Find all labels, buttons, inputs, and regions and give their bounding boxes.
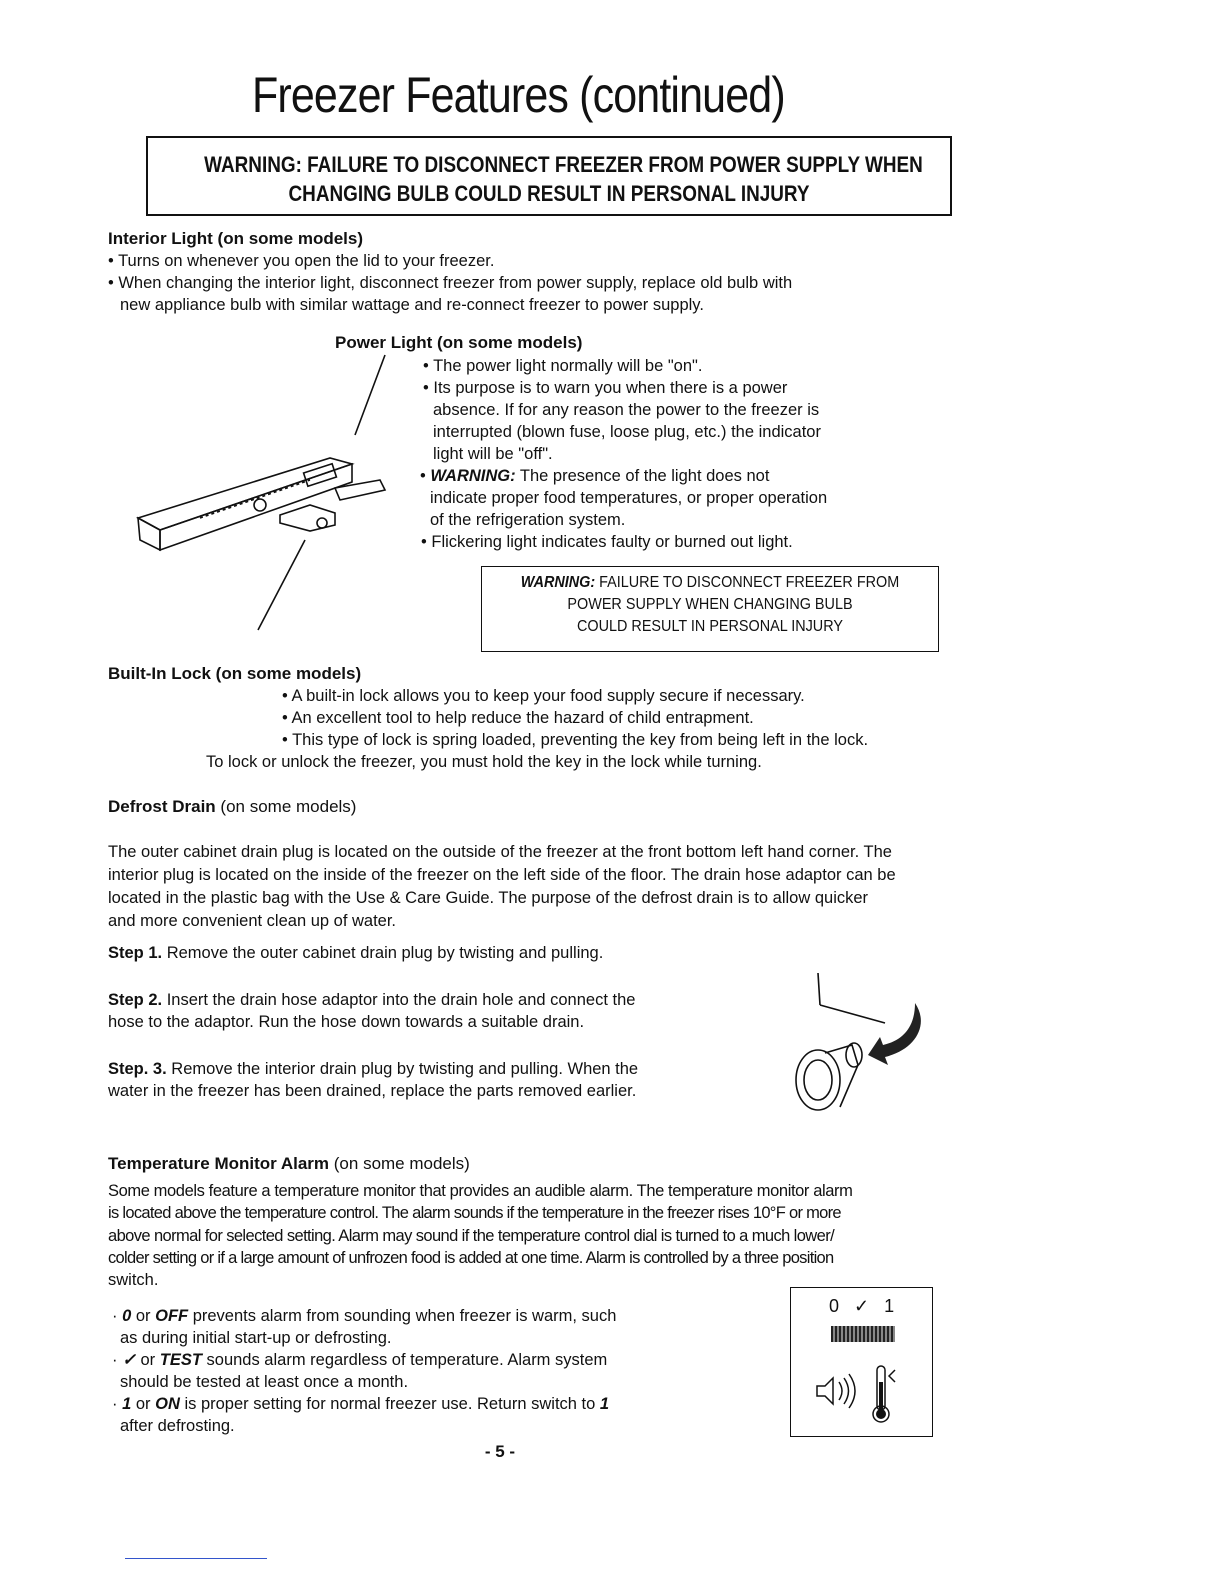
warning-box xyxy=(146,136,952,216)
warning-line-1: WARNING: FAILURE TO DISCONNECT FREEZER FROM POWER SUPPLY WHEN xyxy=(204,152,923,177)
drain-adaptor-illustration xyxy=(780,965,940,1125)
switch-label-on: 1 xyxy=(884,1296,895,1316)
temp-alarm-paragraph: Some models feature a temperature monitor that provides an audible alarm. The temperature monitor alarm is located above the temperature control. The alarm sounds if the temperature in the freezer rises 10°F or more above normal for selected setting. Alarm may sound if the temperature control dial is turned to a much lower/ colder setting or if a large amount of unfrozen food is added at one time. Alarm is controlled by a three position switch. xyxy=(108,1182,853,1290)
defrost-drain-paragraph: The outer cabinet drain plug is located on the outside of the freezer at the front bottom left hand corner. The interior plug is located on the inside of the freezer on the left side of the floor. The drain hose adaptor can be located in the plastic bag with the Use & Care Guide. The purpose of the defrost drain is to allow quicker and more convenient clean up of water. xyxy=(108,843,896,930)
alarm-option-off: · 0 or OFF prevents alarm from sounding when freezer is warm, such xyxy=(112,1307,617,1325)
power-light-line-5: light will be "off". xyxy=(433,445,553,463)
warning-line-2: CHANGING BULB COULD RESULT IN PERSONAL INJURY xyxy=(288,181,810,206)
built-in-lock-bullet-1: • A built-in lock allows you to keep your food supply secure if necessary. xyxy=(282,687,805,705)
alarm-speaker-thermometer-icon xyxy=(811,1360,921,1430)
small-box-label: WARNING: xyxy=(520,574,596,591)
power-light-warning-cont-2: of the refrigeration system. xyxy=(430,511,626,529)
power-light-warning-text: The presence of the light does not xyxy=(515,467,770,485)
power-light-line-4: interrupted (blown fuse, loose plug, etc.) the indicator xyxy=(433,423,821,441)
built-in-lock-heading: Built-In Lock (on some models) xyxy=(108,664,362,683)
small-box-line-3: COULD RESULT IN PERSONAL INJURY xyxy=(577,618,843,635)
step-1: Step 1. Remove the outer cabinet drain plug by twisting and pulling. xyxy=(108,944,604,962)
interior-light-bullet-2: • When changing the interior light, disconnect freezer from power supply, replace old bulb with xyxy=(108,274,793,292)
power-light-warning-box xyxy=(481,566,939,652)
alarm-option-on: · 1 or ON is proper setting for normal freezer use. Return switch to 1 xyxy=(112,1395,610,1413)
power-light-line-2: • Its purpose is to warn you when there is a power xyxy=(423,379,788,397)
interior-light-bullet-1: • Turns on whenever you open the lid to your freezer. xyxy=(108,252,495,270)
switch-slider-icon xyxy=(831,1326,895,1342)
power-light-line-1: • The power light normally will be "on". xyxy=(423,357,703,375)
power-light-warning: • WARNING: The presence of the light does not xyxy=(420,467,770,485)
page-number: - 5 - xyxy=(484,1442,516,1461)
power-light-line-3: absence. If for any reason the power to the freezer is xyxy=(433,401,820,419)
power-light-warning-cont-1: indicate proper food temperatures, or proper operation xyxy=(430,489,828,507)
switch-position-labels xyxy=(829,1296,894,1317)
power-light-warning-label: WARNING: xyxy=(430,467,516,485)
alarm-option-test-cont: should be tested at least once a month. xyxy=(120,1373,409,1391)
alarm-switch-illustration xyxy=(790,1287,933,1437)
footer-rule xyxy=(125,1558,267,1559)
interior-light-bullet-2-cont: new appliance bulb with similar wattage and re-connect freezer to power supply. xyxy=(120,296,704,314)
small-box-line-2: POWER SUPPLY WHEN CHANGING BULB xyxy=(567,596,853,613)
step-2-cont: hose to the adaptor. Run the hose down towards a suitable drain. xyxy=(108,1013,585,1031)
page-title: Freezer Features (continued) xyxy=(252,67,785,123)
power-light-heading: Power Light (on some models) xyxy=(335,333,583,352)
built-in-lock-bullet-3: • This type of lock is spring loaded, preventing the key from being left in the lock. xyxy=(282,731,869,749)
switch-label-off: 0 xyxy=(829,1296,840,1316)
power-light-illustration xyxy=(130,340,430,640)
temp-alarm-heading: Temperature Monitor Alarm (on some models) xyxy=(108,1154,470,1173)
built-in-lock-bullet-2: • An excellent tool to help reduce the hazard of child entrapment. xyxy=(282,709,754,727)
interior-light-heading: Interior Light (on some models) xyxy=(108,229,364,248)
defrost-drain-heading: Defrost Drain (on some models) xyxy=(108,797,357,816)
step-3-cont: water in the freezer has been drained, replace the parts removed earlier. xyxy=(108,1082,637,1100)
step-2: Step 2. Insert the drain hose adaptor into the drain hole and connect the xyxy=(108,991,636,1009)
switch-label-test: ✓ xyxy=(854,1296,870,1316)
alarm-option-test: · ✓ or TEST sounds alarm regardless of temperature. Alarm system xyxy=(112,1351,608,1369)
small-box-line-1: FAILURE TO DISCONNECT FREEZER FROM xyxy=(595,574,900,591)
alarm-option-off-cont: as during initial start-up or defrosting. xyxy=(120,1329,392,1347)
built-in-lock-note: To lock or unlock the freezer, you must hold the key in the lock while turning. xyxy=(206,753,762,771)
step-3: Step. 3. Remove the interior drain plug by twisting and pulling. When the xyxy=(108,1060,639,1078)
power-light-flicker: • Flickering light indicates faulty or burned out light. xyxy=(421,533,793,551)
alarm-option-on-cont: after defrosting. xyxy=(120,1417,235,1435)
